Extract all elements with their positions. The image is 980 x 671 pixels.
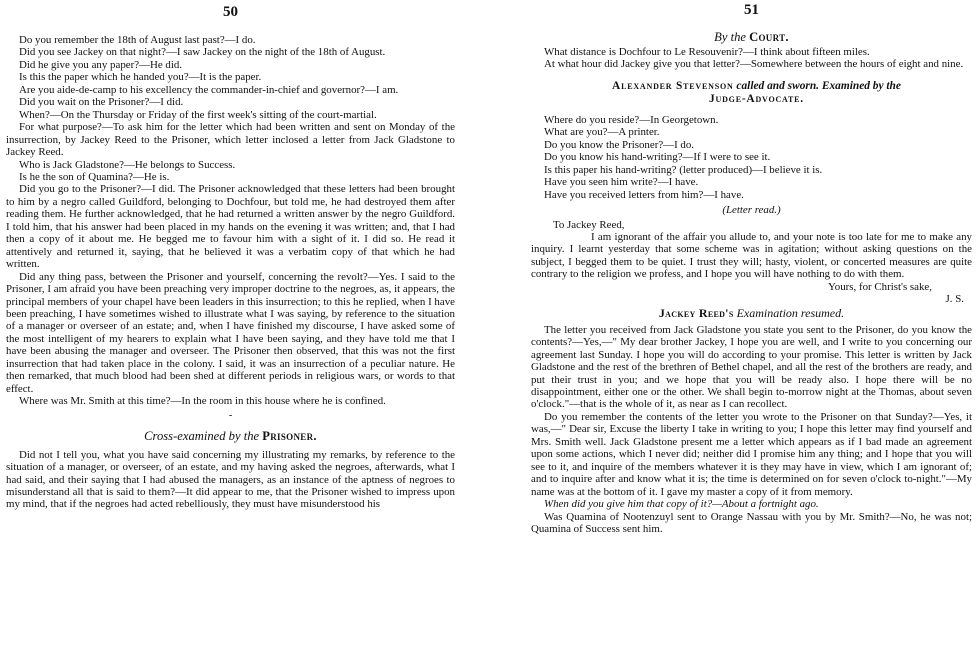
qa-line: Do you know the Prisoner?—I do. [544, 138, 695, 151]
paragraph: Did any thing pass, between the Prisoner and yourself, concerning the revolt?—Yes. I said to the Prisoner, I am afraid you have been preaching very improper doctrine to the negroes, as, it appears, the principal members of your chapel have been leaders in this insurrection; to this he replied, when I have been preaching, I have sometimes wished to illustrate what I was saying, by reference to the situation of a manager or overseer of an estate; and, when I have finished my discourse, I have asked some of the most intelligent of my hearers to explain what I have been saying, and they have told me that I have been abusing the manager and overseer. The Prisoner then observed, that this was not the first insurrection that had taken place in the colony. I said, it was an insurrection of a peculiar nature. He then remarked, that much blood had been shed at different periods in religious wars, or words to that effect. [6, 270, 455, 395]
letter-initials: J. S. [945, 293, 964, 306]
witness-heading [541, 80, 972, 106]
paragraph: Who is Jack Gladstone?—He belongs to Success. [19, 158, 236, 171]
heading-italic-part: Examination resumed. [733, 305, 845, 320]
heading-caps-part: Prisoner. [262, 428, 317, 443]
paragraph: Did you go to the Prisoner?—I did. The Prisoner acknowledged that these letters had been brought to him by a negro called Guildford, belonging to Dochfour, but told me, he had destroyed them after reading them. He further acknowledged, that he had returned a written answer by the negro Guildford. I told him, that his answer had been placed in my hands on the evening it was written; and, that I had then a copy of it about me. He begged me to favour him with a sight of it. I did so. He read it attentively and returned it, saying, that he believed it was a verbatim copy of that which he had written. [6, 183, 455, 271]
witness-name: Alexander Stevenson [612, 79, 734, 92]
heading-italic-part: By the [714, 30, 750, 44]
heading-caps-part: Jackey Reed's [658, 305, 734, 320]
section-divider: - [228, 409, 233, 421]
paragraph: Do you remember the 18th of August last past?—I do. [19, 34, 256, 46]
heading-caps-part: Court. [749, 30, 789, 44]
letter-body: I am ignorant of the affair you allude to, and your note is too late for me to make any inquiry. I learnt yesterday that some scheme was in agitation; without asking questions on the subject, I begged them to be quiet. I trust they will; hasty, violent, or concerted measures are quite contrary to the religion we profess, and I hope you will have nothing to do with them. [531, 230, 972, 281]
qa-line: What are you?—A printer. [544, 126, 660, 139]
cross-paragraph: Did not I tell you, what you have said concerning my illustrating my remarks, by reference to the situation of a manager, or overseer, of an estate, and my having asked the negroes, afterwards, what I had said, and their saying that I had abused the managers, as an instance of the aptness of negroes to misunderstand all that is said to them?—It did appear to me, that the Prisoner wished to impress upon my mind, that if the negroes had acted rebelliously, they must have misunderstood his [6, 448, 455, 511]
paragraph: At what hour did Jackey give you that letter?—Somewhere between the hours of eight and nine. [544, 58, 964, 71]
final-paragraph: Was Quamina of Nootenzuyl sent to Orange Nassau with you by Mr. Smith?—No, he was not; Quamina of Success sent him. [531, 510, 972, 535]
right-page [531, 0, 972, 671]
paragraph: Did you see Jackey on that night?—I saw Jackey on the night of the 18th of August. [19, 46, 386, 59]
right-page-number: 51 [744, 2, 759, 18]
paragraph: Did you wait on the Prisoner?—I did. [19, 96, 184, 109]
paragraph: Are you aide-de-camp to his excellency the commander-in-chief and governor?—I am. [19, 83, 399, 96]
paragraph: When?—On the Thursday or Friday of the first week's sitting of the court-martial. [19, 108, 377, 121]
resumed-heading [531, 306, 972, 320]
witness-examiner: Judge-Advocate. [709, 92, 804, 105]
italic-question: When did you give him that copy of it?—About a fortnight ago. [544, 498, 819, 511]
paragraph: Did he give you any paper?—He did. [19, 58, 183, 71]
cross-examined-heading [6, 429, 455, 443]
heading-italic-part: Cross-examined by the [144, 428, 263, 443]
paragraph: Do you remember the contents of the letter you wrote to the Prisoner on that Sunday?—Yes, it was,—" Dear sir, Excuse the liberty I take in writing to you; I hope this letter may find yourself and Mrs. Smith well. Jack Gladstone present me a letter which appears as if I bad made an agreement upon some actions, which I never did; neither did I promise him any thing; and I hope that you will see to it, and inquire of the members whatever it is they may have in view, which I am ignorant of; and to inquire after and know what it is; the time is determined on for seven o'clock to-night."—My name was at the bottom of it. I gave my master a copy of it from memory. [531, 410, 972, 498]
paragraph: The letter you received from Jack Gladstone you state you sent to the Prisoner, do you know the contents?—Yes,—" My dear brother Jackey, I hope you are well, and I write to you concerning our agreement last Sunday. I hope you will do according to your promise. This letter is written by Jack Gladstone and the rest of the brethren of Bethel chapel, and all the rest of the brothers are ready, and put their trust in you; and we hope that you will be ready also. I hope there will be no disappointment, either one or the other. We shall begin to-morrow night at the Thomas, about seven o'clock."—that is the whole of it, as near as I can recollect. [531, 323, 972, 411]
qa-line: Where do you reside?—In Georgetown. [544, 113, 719, 126]
qa-line: Is this paper his hand-writing? (letter produced)—I believe it is. [544, 163, 823, 176]
paragraph: For what purpose?—To ask him for the letter which had been written and sent on Monday of the insurrection, by Jackey Reed to the Prisoner, which letter inclosed a letter from Jack Gladstone to Jackey Reed. [6, 121, 455, 159]
paragraph: Is he the son of Quamina?—He is. [19, 170, 170, 183]
left-paragraphs [6, 34, 455, 408]
qa-line: Have you seen him write?—I have. [544, 176, 699, 189]
paragraph: Is this the paper which he handed you?—It is the paper. [19, 71, 262, 84]
left-page [6, 0, 455, 671]
witness-called: called and sworn. Examined by the [733, 79, 901, 92]
letter-read-note: (Letter read.) [722, 204, 781, 217]
letter-closing: Yours, for Christ's sake, [827, 280, 932, 293]
qa-line: Have you received letters from him?—I have. [544, 188, 744, 201]
paragraph: Where was Mr. Smith at this time?—In the room in this house where he is confined. [19, 395, 386, 408]
by-the-court-heading [531, 30, 972, 44]
left-page-number: 50 [223, 4, 238, 20]
qa-line: Do you know his hand-writing?—If I were to see it. [544, 151, 771, 164]
qa-block [531, 114, 972, 201]
letter-salutation: To Jackey Reed, [553, 218, 625, 231]
paragraph: What distance is Dochfour to Le Resouvenir?—I think about fifteen miles. [544, 46, 870, 58]
